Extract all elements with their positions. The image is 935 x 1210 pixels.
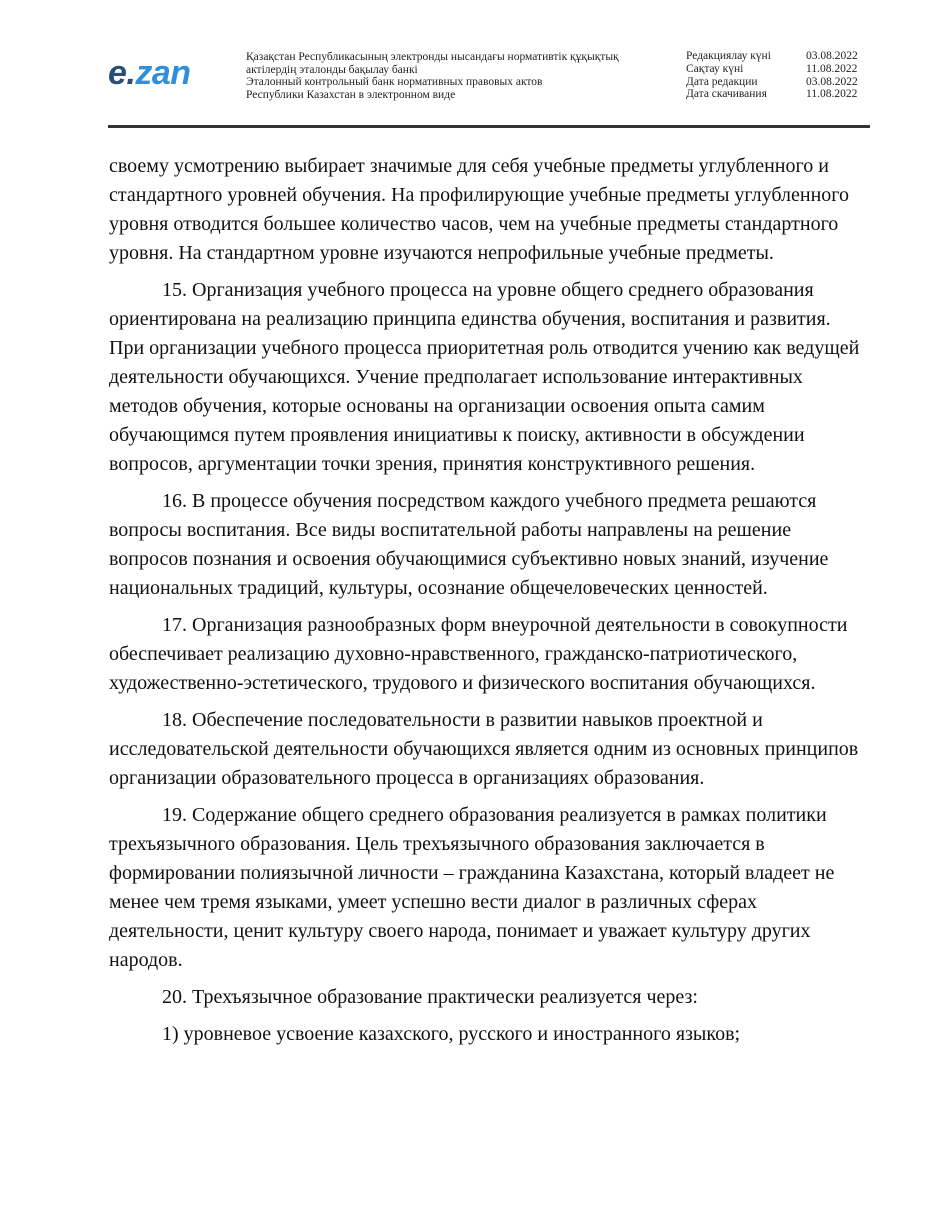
ezan-logo bbox=[108, 53, 191, 93]
logo-dot: . bbox=[126, 54, 136, 92]
date-value: 11.08.2022 bbox=[806, 88, 858, 101]
date-value: 11.08.2022 bbox=[806, 62, 858, 75]
date-label: Редакциялау күні bbox=[686, 50, 771, 62]
date-label: Дата скачивания bbox=[686, 88, 767, 101]
source-description bbox=[246, 51, 619, 101]
date-row bbox=[686, 88, 866, 101]
paragraph-17: 17. Организация разнообразных форм внеурочной деятельности в совокупности обеспечивает реализацию духовно-нравственного, гражданско-патриотического, художественно-эстетического, трудового и физического воспитания обучающихся. bbox=[109, 614, 848, 694]
source-line: Эталонный контрольный банк нормативных правовых актов bbox=[246, 76, 543, 88]
date-label: Дата редакции bbox=[686, 75, 758, 88]
date-row bbox=[686, 50, 866, 63]
logo-zan: zan bbox=[135, 54, 191, 92]
date-row bbox=[686, 76, 866, 89]
paragraph-19: 19. Содержание общего среднего образования реализуется в рамках политики трехъязычного образования. Цель трехъязычного образования заключается в формировании полиязычной личности – гражданина Казахстана, который владеет не менее чем тремя языками, умеет успешно вести диалог в различных сферах деятельности, ценит культуру своего народа, понимает и уважает культуру других народов. bbox=[109, 804, 835, 971]
list-item-1: 1) уровневое усвоение казахского, русского и иностранного языков; bbox=[162, 1023, 741, 1045]
paragraph-20: 20. Трехъязычное образование практически реализуется через: bbox=[162, 986, 698, 1008]
logo-e: e bbox=[108, 54, 127, 92]
source-line: актілердің эталонды бақылау банкі bbox=[246, 63, 418, 76]
date-label: Сақтау күні bbox=[686, 62, 744, 75]
paragraph-continuation: своему усмотрению выбирает значимые для себя учебные предметы углубленного и стандартного уровней обучения. На профилирующие учебные предметы углубленного уровня отводится большее количество часов, чем на учебные предметы стандартного уровня. На стандартном уровне изучаются непрофильные учебные предметы. bbox=[109, 155, 849, 264]
paragraph-18: 18. Обеспечение последовательности в развитии навыков проектной и исследовательской деятельности обучающихся является одним из основных принципов организации образовательного процесса в организациях образования. bbox=[109, 709, 859, 789]
source-line: Қазақстан Республикасының электронды нысандағы нормативтік құқықтық bbox=[246, 51, 619, 63]
paragraph-15: 15. Организация учебного процесса на уровне общего среднего образования ориентирована на реализацию принципа единства обучения, воспитания и развития. При организации учебного процесса приоритетная роль отводится учению как ведущей деятельности обучающихся. Учение предполагает использование интерактивных методов обучения, которые основаны на организации освоения опыта самим обучающимся путем проявления инициативы к поиску, активности в обсуждении вопросов, аргументации точки зрения, принятия конструктивного решения. bbox=[109, 279, 860, 475]
paragraph-16: 16. В процессе обучения посредством каждого учебного предмета решаются вопросы воспитания. Все виды воспитательной работы направлены на решение вопросов познания и освоения обучающимися субъективно новых знаний, изучение национальных традиций, культуры, осознание общечеловеческих ценностей. bbox=[109, 490, 829, 599]
date-row bbox=[686, 63, 866, 76]
header-divider bbox=[108, 125, 870, 128]
document-body bbox=[109, 152, 869, 1057]
date-value: 03.08.2022 bbox=[806, 50, 858, 62]
source-line: Республики Казахстан в электронном виде bbox=[246, 88, 456, 101]
date-value: 03.08.2022 bbox=[806, 75, 858, 88]
document-dates bbox=[686, 50, 866, 101]
